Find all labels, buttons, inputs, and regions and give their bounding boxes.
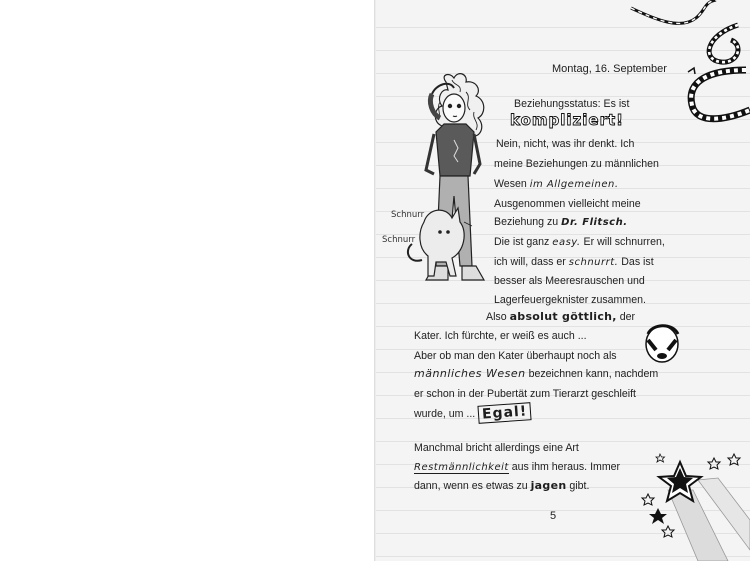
text-span: gibt. [566, 480, 590, 492]
text-line [494, 255, 654, 270]
emphasis-easy: easy. [552, 237, 581, 248]
text-line: Kater. Ich fürchte, er weiß es auch ... [414, 330, 587, 342]
text-line [510, 113, 624, 129]
text-line: Aber ob man den Kater überhaupt noch als [414, 350, 617, 362]
text-span: wurde, um ... [414, 408, 479, 420]
text-line: Beziehungsstatus: Es ist [514, 98, 630, 110]
emphasis-restmaennlichkeit: Restmännlichkeit [414, 462, 509, 473]
text-span: der [616, 311, 636, 323]
sfx-schnurr-1: Schnurr [391, 210, 425, 220]
face-doodle [640, 318, 684, 366]
text-span: Er will schnurren, [580, 236, 665, 248]
right-page [376, 0, 750, 561]
text-line [494, 177, 619, 192]
text-span: ich will, dass er [494, 256, 569, 268]
emphasis-kompliziert: kompliziert! [510, 111, 624, 129]
text-span: bezeichnen kann, nachdem [525, 368, 659, 380]
page-date: Montag, 16. September [552, 63, 667, 75]
text-line [494, 215, 628, 230]
text-line [494, 235, 665, 250]
text-line: er schon in der Pubertät zum Tierarzt geschleift [414, 388, 636, 400]
girl-with-cat-illustration [404, 72, 504, 304]
text-line: Ausgenommen vielleicht meine [494, 198, 641, 210]
star-burst-doodle [638, 450, 750, 561]
text-line [414, 404, 531, 422]
text-span: Beziehung zu [494, 216, 562, 228]
text-span: dann, wenn es etwas zu [414, 480, 531, 492]
text-span: Das ist [618, 256, 654, 268]
text-line: Manchmal bricht allerdings eine Art [414, 442, 579, 454]
left-page [0, 0, 374, 561]
emphasis-absolut-goettlich: absolut göttlich, [509, 310, 617, 323]
emphasis-schnurrt: schnurrt. [568, 257, 619, 268]
text-span: Wesen [494, 178, 530, 190]
text-span: aus ihm heraus. Immer [508, 461, 621, 473]
text-line: meine Beziehungen zu männlichen [494, 158, 659, 170]
emphasis-maennliches-wesen: männliches Wesen [414, 367, 526, 380]
emphasis-dr-flitsch: Dr. Flitsch. [561, 217, 628, 228]
text-line [414, 460, 620, 475]
text-line [486, 310, 635, 324]
text-line: besser als Meeresrauschen und [494, 275, 645, 287]
emphasis-im-allgemeinen: im Allgemeinen. [529, 179, 619, 190]
text-span: Also [486, 311, 510, 323]
emphasis-jagen: jagen [530, 479, 567, 492]
sfx-schnurr-2: Schnurr [382, 235, 416, 245]
emphasis-egal: Egal! [478, 402, 532, 424]
text-line: Nein, nicht, was ihr denkt. Ich [496, 138, 635, 150]
page-number: 5 [550, 510, 557, 522]
text-line [414, 479, 589, 493]
text-span: Die ist ganz [494, 236, 553, 248]
text-line: Lagerfeuergeknister zusammen. [494, 294, 646, 306]
text-line [414, 367, 658, 381]
